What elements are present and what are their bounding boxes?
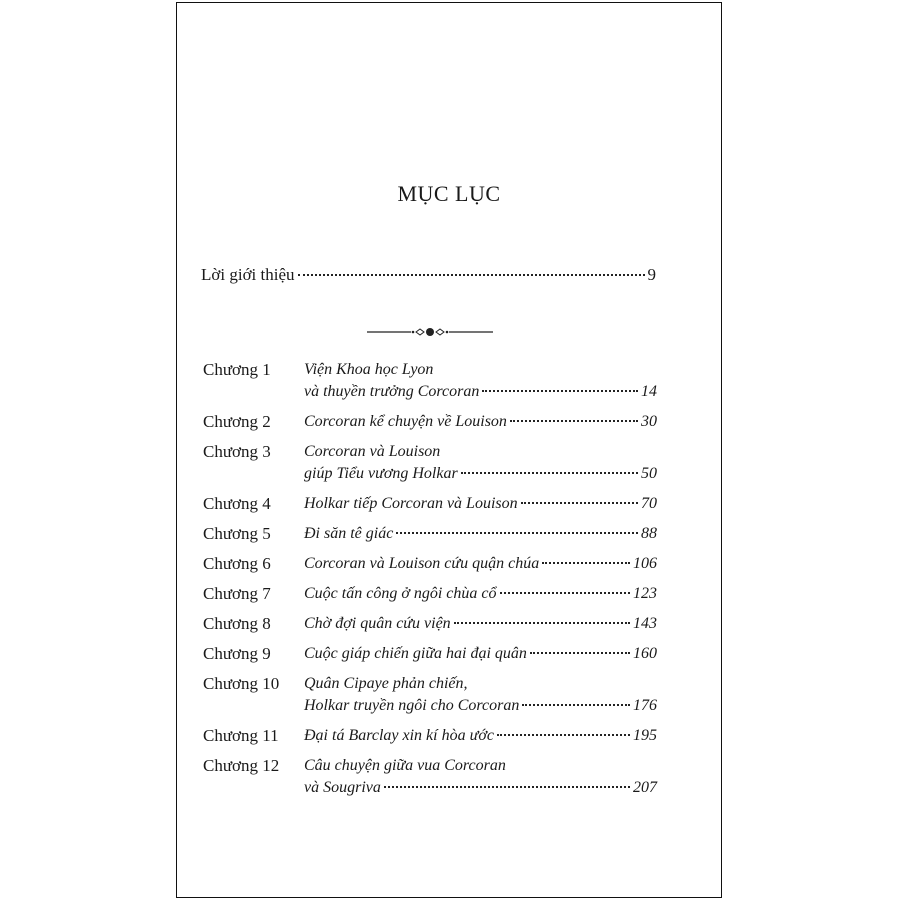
chapter-title: [304, 493, 657, 515]
page-number: 160: [633, 645, 657, 662]
chapter-title: [304, 523, 657, 545]
chapter-label: Chương 3: [203, 442, 271, 461]
chapter-title: [304, 553, 657, 575]
chapter-title-line: Holkar truyền ngôi cho Corcoran: [304, 697, 520, 714]
chapter-label: Chương 12: [203, 756, 280, 775]
chapter-title-line: và Sougriva: [304, 779, 381, 796]
dot-leader: [454, 622, 630, 624]
toc-entry: [203, 643, 657, 665]
chapter-title: [304, 755, 657, 799]
dot-leader: [522, 704, 630, 706]
book-page: [176, 2, 722, 898]
chapter-title: [304, 359, 657, 403]
page-number: 30: [641, 413, 657, 430]
toc-entry: [203, 725, 657, 747]
chapter-title-row: [304, 613, 657, 635]
chapter-title-row: [304, 493, 657, 515]
chapter-title: [304, 673, 657, 717]
chapter-title-row: [304, 695, 657, 717]
chapter-title: [304, 411, 657, 433]
toc-entry: [203, 613, 657, 635]
toc-entry: [203, 359, 657, 403]
chapter-title-line: Cuộc tấn công ở ngôi chùa cổ: [304, 585, 497, 602]
chapter-title-line: và thuyền trưởng Corcoran: [304, 383, 480, 400]
dot-leader: [396, 532, 638, 534]
chapter-title-row: [304, 523, 657, 545]
chapter-title-line: Đi săn tê giác: [304, 525, 394, 542]
chapter-title: [304, 441, 657, 485]
chapter-title-line: Chờ đợi quân cứu viện: [304, 615, 451, 632]
chapter-title-line: Corcoran và Louison cứu quận chúa: [304, 555, 540, 572]
toc-entry: [203, 755, 657, 799]
chapter-label: Chương 2: [203, 412, 271, 431]
page-number: 143: [633, 615, 657, 632]
chapter-title-line: Cuộc giáp chiến giữa hai đại quân: [304, 645, 527, 662]
chapter-title-line: Câu chuyện giữa vua Corcoran: [304, 757, 506, 774]
page-number: 50: [641, 465, 657, 482]
chapter-title-line: Đại tá Barclay xin kí hòa ước: [304, 727, 494, 744]
toc-entry: [203, 411, 657, 433]
page-number: 70: [641, 495, 657, 512]
chapter-label: Chương 5: [203, 524, 271, 543]
dot-leader: [298, 274, 645, 276]
chapter-title-line: giúp Tiểu vương Holkar: [304, 465, 458, 482]
toc-entry: [203, 441, 657, 485]
dot-leader: [521, 502, 638, 504]
intro-page: 9: [647, 265, 656, 284]
chapter-label: Chương 7: [203, 584, 271, 603]
chapter-title-row: [304, 583, 657, 605]
toc-entry: [203, 583, 657, 605]
chapter-title: [304, 725, 657, 747]
intro-entry: [201, 265, 656, 285]
toc-entry: [203, 523, 657, 545]
dot-leader: [542, 562, 630, 564]
dot-leader: [510, 420, 638, 422]
chapter-title-row: [304, 411, 657, 433]
chapter-title-row: [304, 725, 657, 747]
chapter-title-row: [304, 381, 657, 403]
page-number: 195: [633, 727, 657, 744]
toc-entry: [203, 553, 657, 575]
toc-entry: [203, 673, 657, 717]
chapter-label: Chương 1: [203, 360, 271, 379]
dot-leader: [500, 592, 630, 594]
chapter-label: Chương 8: [203, 614, 271, 633]
chapter-title-line: Holkar tiếp Corcoran và Louison: [304, 495, 518, 512]
chapter-title: [304, 613, 657, 635]
dot-leader: [497, 734, 630, 736]
chapter-label: Chương 11: [203, 726, 279, 745]
page-number: 123: [633, 585, 657, 602]
toc-entry: [203, 493, 657, 515]
dot-leader: [482, 390, 638, 392]
page-number: 207: [633, 779, 657, 796]
dot-leader: [384, 786, 630, 788]
page-number: 176: [633, 697, 657, 714]
page-number: 14: [641, 383, 657, 400]
chapter-title: [304, 583, 657, 605]
dot-leader: [530, 652, 630, 654]
chapter-title-line: Corcoran kể chuyện về Louison: [304, 413, 507, 430]
chapter-title-row: [304, 777, 657, 799]
chapter-label: Chương 4: [203, 494, 271, 513]
chapter-title-line: Quân Cipaye phản chiến,: [304, 675, 468, 692]
chapter-label: Chương 10: [203, 674, 280, 693]
intro-label: Lời giới thiệu: [201, 265, 295, 284]
chapter-label: Chương 6: [203, 554, 271, 573]
ornament-divider-icon: [367, 325, 493, 339]
chapter-title-line: Corcoran và Louison: [304, 443, 441, 460]
chapter-title-line: Viện Khoa học Lyon: [304, 361, 434, 378]
chapter-title-row: [304, 553, 657, 575]
chapter-title: [304, 643, 657, 665]
page-title: MỤC LỤC: [397, 181, 501, 206]
dot-leader: [461, 472, 638, 474]
chapter-title-row: [304, 463, 657, 485]
page-number: 88: [641, 525, 657, 542]
page-number: 106: [633, 555, 657, 572]
table-of-contents: [203, 359, 657, 807]
chapter-title-row: [304, 643, 657, 665]
chapter-label: Chương 9: [203, 644, 271, 663]
